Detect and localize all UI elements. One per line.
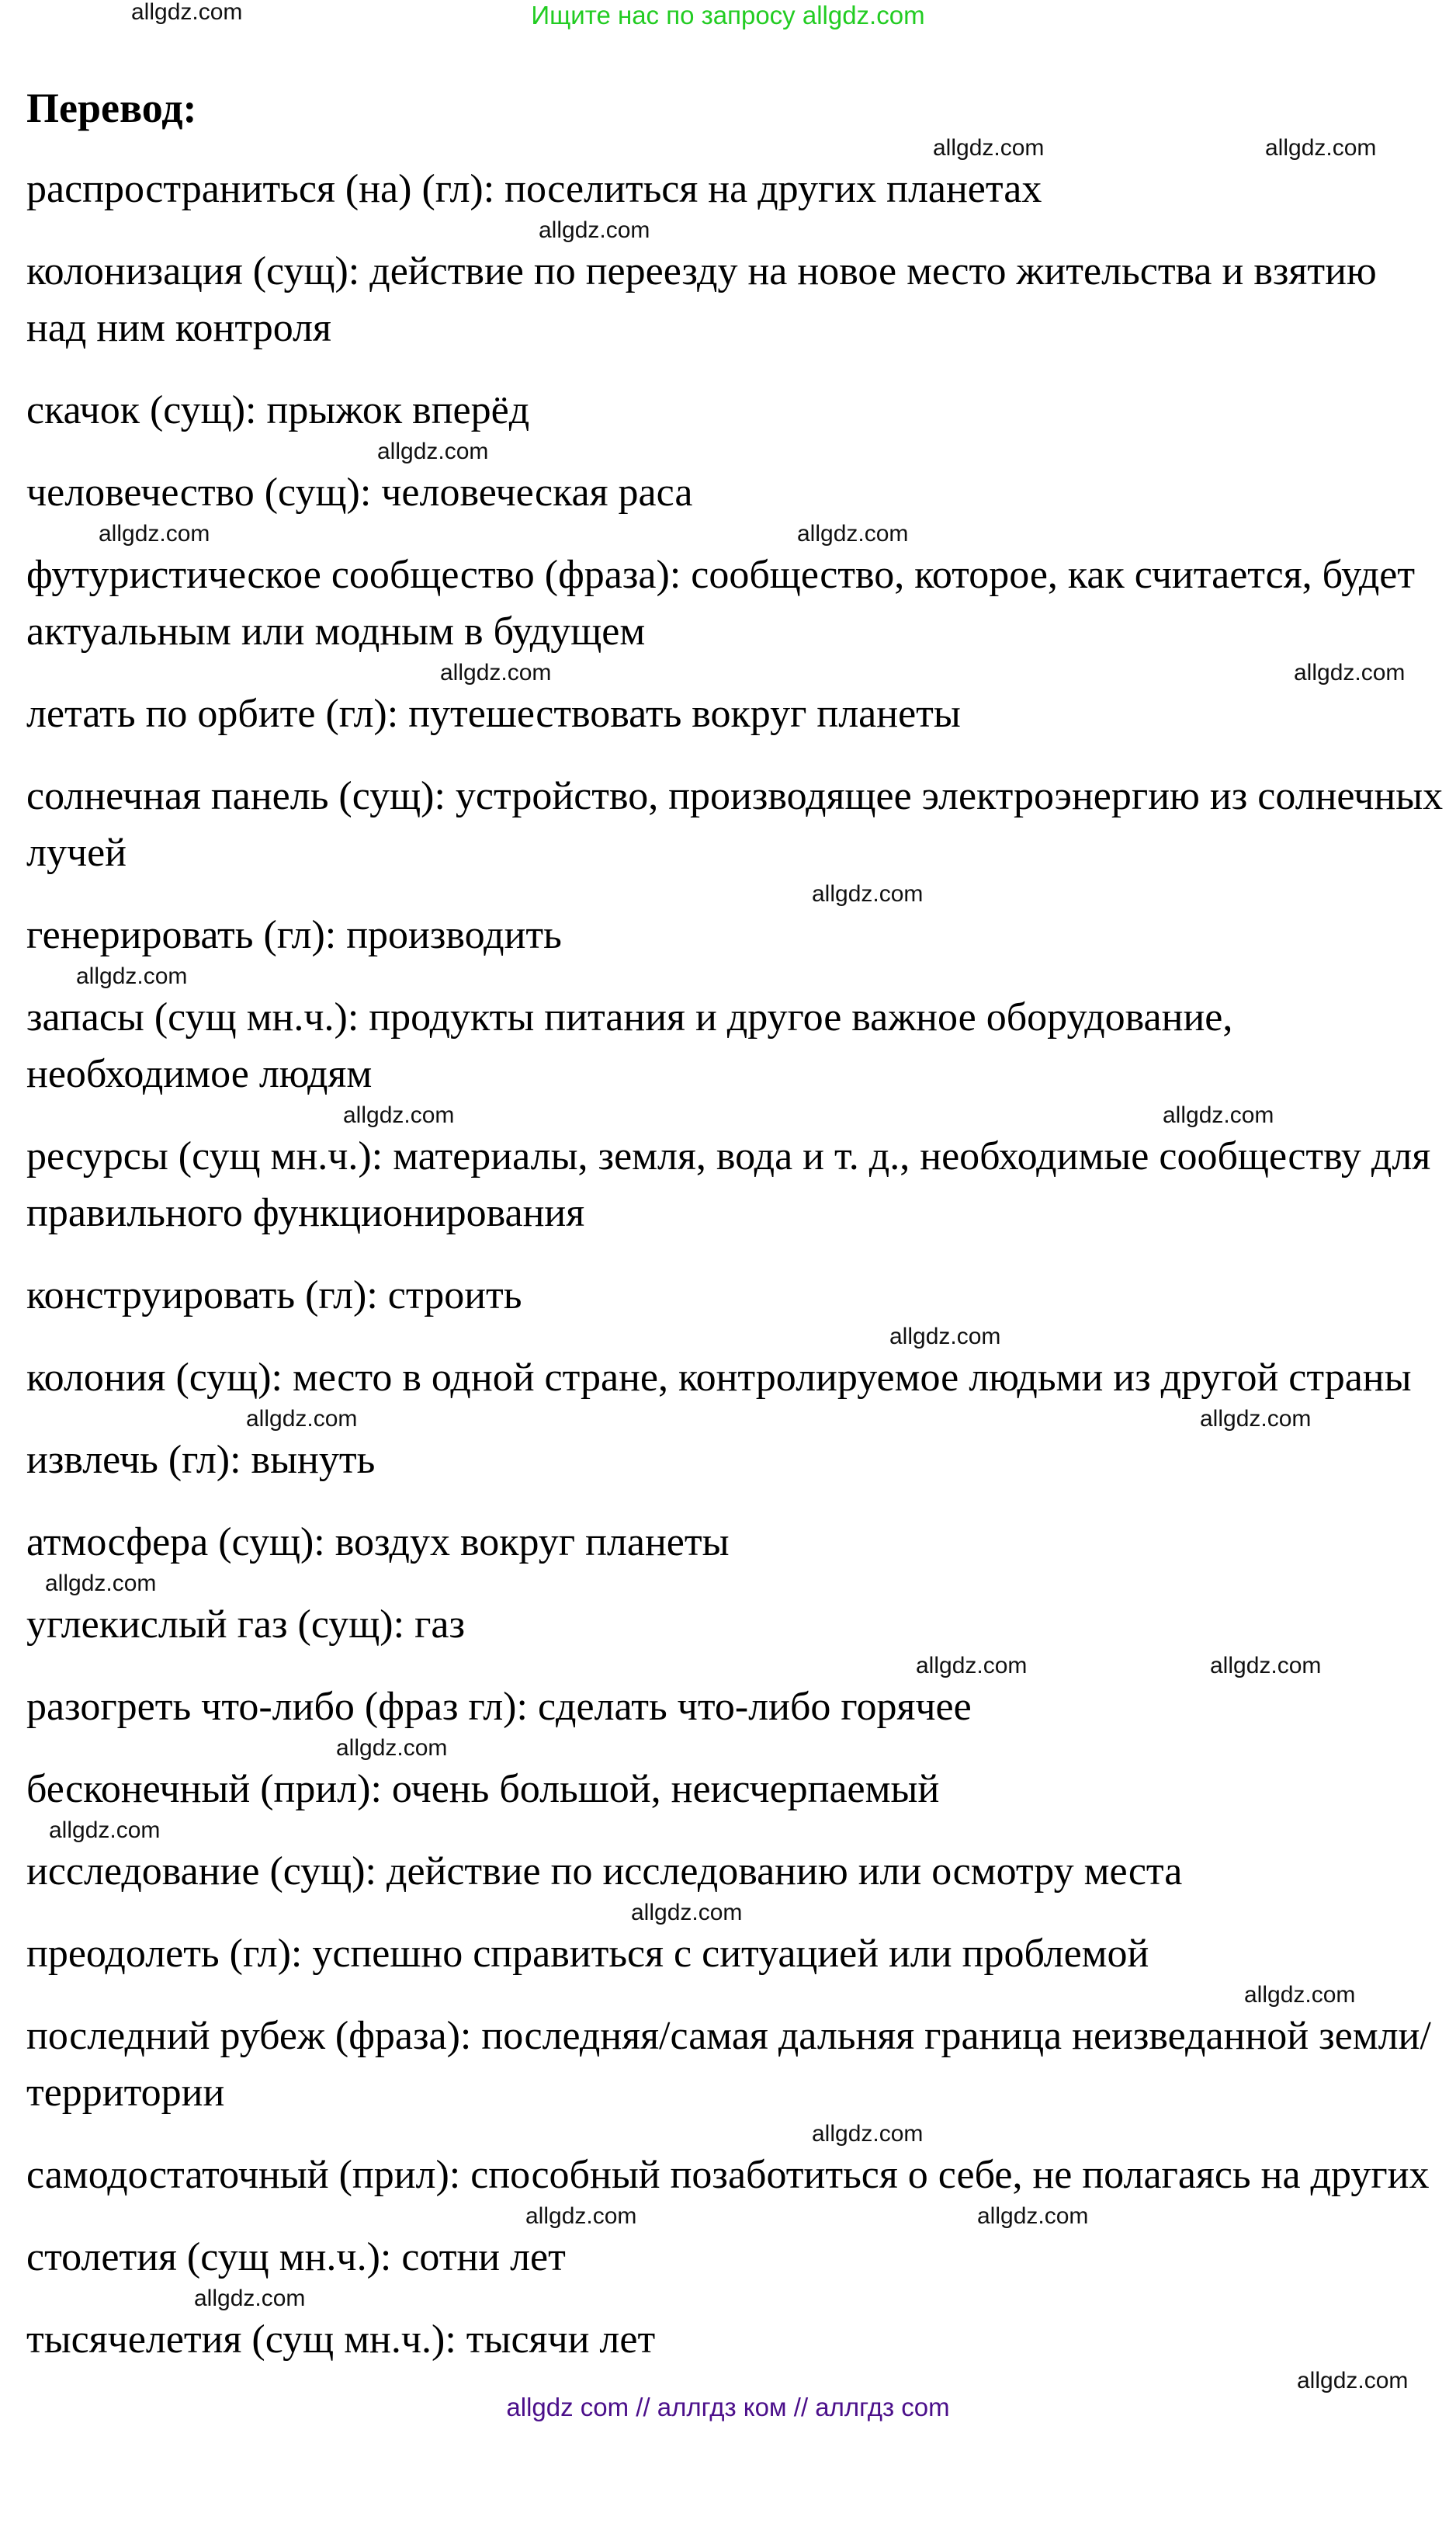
- vocabulary-entry: солнечная панель (сущ): устройство, производящее электроэнергию из солнечных лучей: [26, 774, 1444, 875]
- vocabulary-entry: скачок (сущ): прыжок вперёд: [26, 388, 530, 432]
- watermark-text: allgdz.com: [916, 1653, 1028, 1678]
- entry-gap: [26, 1735, 1447, 1761]
- watermark-text: allgdz.com: [1244, 1982, 1356, 2008]
- entry-gap: [26, 439, 1447, 464]
- entry-gap: [26, 1406, 1447, 1432]
- entry-gap: [26, 1900, 1447, 1925]
- entry-gap: [26, 1982, 1447, 2008]
- watermark-text: allgdz.com: [933, 135, 1045, 161]
- watermark-text: allgdz.com: [631, 1900, 743, 1925]
- entry-gap: [26, 1488, 1447, 1514]
- vocabulary-entry: преодолеть (гл): успешно справиться с ситуацией или проблемой: [26, 1932, 1149, 1976]
- vocabulary-entry: атмосфера (сущ): воздух вокруг планеты: [26, 1520, 730, 1564]
- vocabulary-entry: извлечь (гл): вынуть: [26, 1438, 376, 1482]
- vocabulary-entry: тысячелетия (сущ мн.ч.): тысячи лет: [26, 2317, 656, 2362]
- watermark-text: allgdz.com: [45, 1571, 157, 1596]
- watermark-text: allgdz.com: [246, 1406, 358, 1432]
- watermark-text: allgdz.com: [539, 217, 650, 243]
- entry-gap: [26, 521, 1447, 547]
- entry-gap: [26, 217, 1447, 243]
- vocabulary-entry: генерировать (гл): производить: [26, 913, 562, 957]
- entry-gap: [26, 963, 1447, 989]
- watermark-text: allgdz.com: [377, 439, 489, 464]
- watermark-text: allgdz.com: [1210, 1653, 1322, 1678]
- vocabulary-entry: человечество (сущ): человеческая раса: [26, 470, 693, 515]
- vocabulary-list: [26, 81, 1447, 2421]
- watermark-text: allgdz.com: [889, 1324, 1001, 1349]
- entry-gap: [26, 356, 1447, 382]
- entry-gap: [26, 660, 1447, 686]
- vocabulary-entry: бесконечный (прил): очень большой, неисчерпаемый: [26, 1767, 940, 1811]
- footer-links[interactable]: allgdz com // аллгдз ком // аллгдз com: [506, 2393, 950, 2421]
- entry-gap: [26, 2368, 1447, 2393]
- entry-gap: [26, 1571, 1447, 1596]
- entry-gap: [26, 1102, 1447, 1128]
- vocabulary-entry: самодостаточный (прил): способный позаботиться о себе, не полагаясь на других: [26, 2153, 1430, 2197]
- page-title: Перевод:: [26, 85, 197, 131]
- entry-gap: [26, 881, 1447, 907]
- watermark-text: allgdz.com: [194, 2286, 306, 2311]
- watermark-text: allgdz.com: [1163, 1102, 1274, 1128]
- watermark-text: allgdz.com: [440, 660, 552, 686]
- watermark-text: allgdz.com: [977, 2203, 1089, 2229]
- vocabulary-entry: запасы (сущ мн.ч.): продукты питания и другое важное оборудование, необходимое людям: [26, 995, 1233, 1096]
- vocabulary-entry: углекислый газ (сущ): газ: [26, 1602, 466, 1647]
- watermark-text: allgdz.com: [99, 521, 210, 547]
- watermark-text: allgdz.com: [1265, 135, 1377, 161]
- entry-gap: [26, 1817, 1447, 1843]
- watermark-text: allgdz.com: [49, 1817, 161, 1843]
- watermark-text: allgdz.com: [812, 881, 924, 907]
- watermark-text: allgdz.com: [525, 2203, 637, 2229]
- watermark-text: allgdz.com: [1294, 660, 1406, 686]
- vocabulary-entry: разогреть что-либо (фраз гл): сделать что-либо горячее: [26, 1685, 972, 1729]
- vocabulary-entry: ресурсы (сущ мн.ч.): материалы, земля, вода и т. д., необходимые сообществу для правильного функционирования: [26, 1134, 1431, 1235]
- entry-gap: [26, 1653, 1447, 1678]
- entry-gap: [26, 1324, 1447, 1349]
- vocabulary-entry: колония (сущ): место в одной стране, контролируемое людьми из другой страны: [26, 1356, 1412, 1400]
- search-banner: Ищите нас по запросу allgdz.com: [531, 1, 925, 30]
- entry-gap: [26, 135, 1447, 161]
- watermark-text: allgdz.com: [1297, 2368, 1409, 2393]
- entry-gap: [26, 742, 1447, 768]
- watermark-text: allgdz.com: [797, 521, 909, 547]
- entry-gap: [26, 1241, 1447, 1267]
- entry-gap: [26, 2286, 1447, 2311]
- watermark-text: allgdz.com: [812, 2121, 924, 2147]
- watermark-text: allgdz.com: [131, 0, 243, 25]
- vocabulary-entry: последний рубеж (фраза): последняя/самая дальняя граница неизведанной земли/территории: [26, 2014, 1431, 2115]
- vocabulary-entry: футуристическое сообщество (фраза): сообщество, которое, как считается, будет актуальным или модным в будущем: [26, 553, 1416, 654]
- vocabulary-entry: конструировать (гл): строить: [26, 1273, 522, 1317]
- watermark-text: allgdz.com: [343, 1102, 455, 1128]
- entry-gap: [26, 2203, 1447, 2229]
- watermark-text: allgdz.com: [336, 1735, 448, 1761]
- watermark-text: allgdz.com: [76, 963, 188, 989]
- watermark-text: allgdz.com: [1200, 1406, 1312, 1432]
- vocabulary-entry: распространиться (на) (гл): поселиться на других планетах: [26, 167, 1042, 211]
- entry-gap: [26, 2121, 1447, 2147]
- vocabulary-entry: колонизация (сущ): действие по переезду на новое место жительства и взятию над ним контроля: [26, 249, 1377, 350]
- vocabulary-entry: столетия (сущ мн.ч.): сотни лет: [26, 2235, 566, 2279]
- vocabulary-entry: летать по орбите (гл): путешествовать вокруг планеты: [26, 692, 961, 736]
- vocabulary-entry: исследование (сущ): действие по исследованию или осмотру места: [26, 1849, 1183, 1894]
